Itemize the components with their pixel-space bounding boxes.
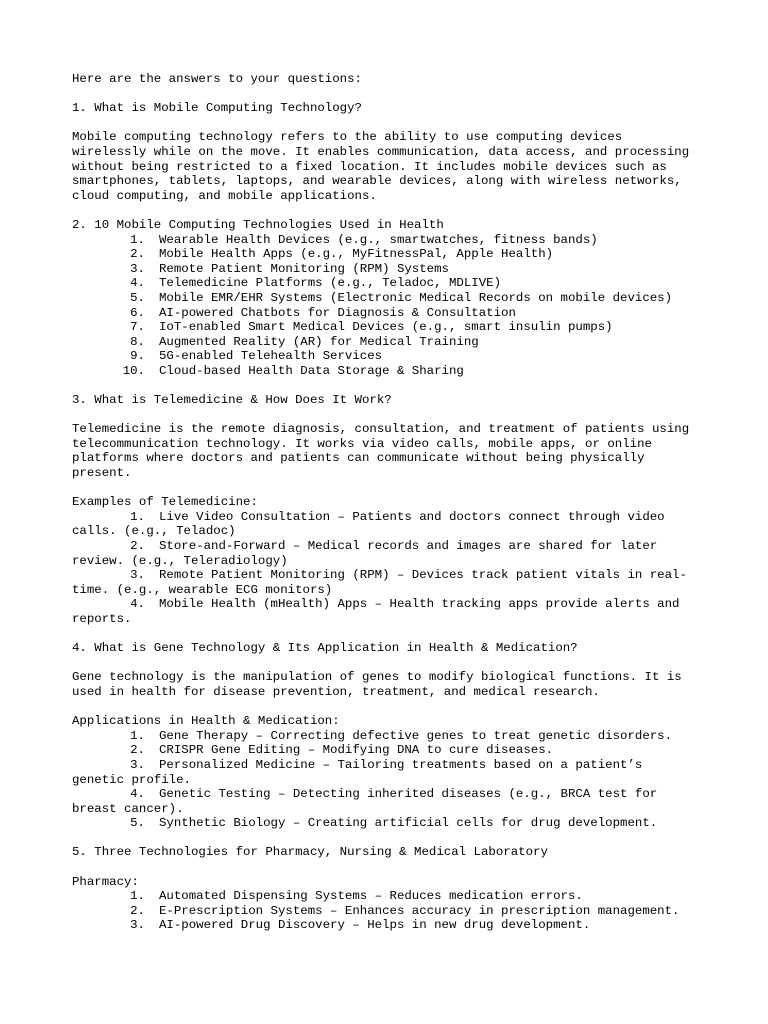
list-text: 5G-enabled Telehealth Services (159, 349, 383, 364)
list-item (72, 568, 712, 597)
list-item (72, 729, 712, 744)
list-item (72, 291, 712, 306)
q3-paragraph (72, 422, 712, 480)
list-item-line (72, 758, 712, 773)
q1-line: Mobile computing technology refers to the ability to use computing devices (72, 130, 623, 145)
list-item-line (72, 729, 712, 744)
list-text: Personalized Medicine – Tailoring treatments based on a patient’s (159, 757, 643, 772)
list-text: Remote Patient Monitoring (RPM) Systems (159, 261, 449, 276)
list-number: 7. (130, 320, 145, 335)
list-number: 5. (130, 816, 145, 831)
q4-apps-list (72, 729, 712, 831)
q1-heading: 1. What is Mobile Computing Technology? (72, 101, 362, 116)
list-item (72, 306, 712, 321)
list-number: 1. (130, 728, 145, 743)
q4-line: Gene technology is the manipulation of genes to modify biological functions. It is (72, 670, 682, 685)
list-item-line (72, 510, 712, 525)
list-item (72, 597, 712, 626)
list-text: Automated Dispensing Systems – Reduces medication errors. (159, 889, 583, 904)
q1-line: wirelessly while on the move. It enables communication, data access, and processing (72, 144, 690, 159)
list-number: 3. (130, 261, 145, 276)
list-number: 1. (130, 509, 145, 524)
list-number: 3. (130, 568, 145, 583)
list-number: 9. (130, 349, 145, 364)
list-number: 3. (130, 757, 145, 772)
list-item (72, 758, 712, 787)
list-number: 2. (130, 539, 145, 553)
q4-line: used in health for disease prevention, treatment, and medical research. (72, 684, 600, 699)
list-item-line (72, 568, 712, 583)
list-item (72, 889, 712, 904)
list-item (72, 364, 712, 379)
q3-examples-heading: Examples of Telemedicine: (72, 495, 258, 510)
list-item (72, 904, 712, 919)
list-text-continued: reports. (72, 611, 132, 626)
q1-paragraph (72, 130, 712, 203)
list-text-continued: review. (e.g., Teleradiology) (72, 553, 288, 568)
list-item (72, 743, 712, 758)
q3-line: present. (72, 466, 132, 481)
list-item (72, 349, 712, 364)
q3-examples-list (72, 510, 712, 627)
q5-heading: 5. Three Technologies for Pharmacy, Nursing & Medical Laboratory (72, 845, 548, 860)
list-text: Live Video Consultation – Patients and doctors connect through video (159, 509, 665, 524)
intro-line: Here are the answers to your questions: (72, 72, 362, 86)
q4-apps-heading: Applications in Health & Medication: (72, 714, 340, 729)
list-text: CRISPR Gene Editing – Modifying DNA to cure diseases. (159, 743, 554, 758)
list-item-line (72, 787, 712, 802)
list-item (72, 320, 712, 335)
list-item (72, 335, 712, 350)
q2-list (72, 233, 712, 379)
q2-heading: 2. 10 Mobile Computing Technologies Used in Health (72, 217, 444, 232)
list-number: 1. (130, 889, 145, 904)
list-item-line (72, 743, 712, 758)
list-text-continued: calls. (e.g., Teladoc) (72, 524, 236, 539)
list-text: IoT-enabled Smart Medical Devices (e.g., smart insulin pumps) (159, 320, 613, 335)
list-text: Augmented Reality (AR) for Medical Training (159, 334, 479, 349)
list-item-line (72, 539, 712, 554)
list-text: Cloud-based Health Data Storage & Sharing (159, 363, 464, 378)
list-text: Synthetic Biology – Creating artificial cells for drug development. (159, 816, 658, 831)
list-number: 6. (130, 305, 145, 320)
list-item (72, 539, 712, 568)
list-number: 4. (130, 787, 145, 802)
q3-heading: 3. What is Telemedicine & How Does It Work? (72, 393, 392, 408)
list-text: Genetic Testing – Detecting inherited diseases (e.g., BRCA test for (159, 787, 658, 802)
list-item (72, 233, 712, 248)
q4-paragraph (72, 670, 712, 699)
document-body (72, 72, 712, 933)
list-text-continued: genetic profile. (72, 772, 191, 787)
q1-line: smartphones, tablets, laptops, and wearable devices, along with wireless networks, (72, 174, 682, 189)
q1-line: without being restricted to a fixed location. It includes mobile devices such as (72, 159, 667, 174)
list-number: 2. (130, 903, 145, 918)
list-number: 4. (130, 276, 145, 291)
list-item-line (72, 597, 712, 612)
list-text: AI-powered Chatbots for Diagnosis & Consultation (159, 305, 516, 320)
list-item (72, 510, 712, 539)
list-number: 5. (130, 290, 145, 305)
q3-line: telecommunication technology. It works via video calls, mobile apps, or online (72, 436, 652, 451)
list-text: Mobile Health (mHealth) Apps – Health tracking apps provide alerts and (159, 597, 680, 612)
q5-pharmacy-heading: Pharmacy: (72, 874, 139, 889)
list-text: Mobile Health Apps (e.g., MyFitnessPal, Apple Health) (159, 247, 554, 262)
q1-line: cloud computing, and mobile applications. (72, 188, 377, 203)
list-text: Wearable Health Devices (e.g., smartwatches, fitness bands) (159, 232, 598, 247)
q4-heading: 4. What is Gene Technology & Its Application in Health & Medication? (72, 641, 578, 656)
list-text: Telemedicine Platforms (e.g., Teladoc, MDLIVE) (159, 276, 502, 291)
list-number: 2. (130, 743, 145, 758)
list-item (72, 276, 712, 291)
list-number: 8. (130, 334, 145, 349)
list-text: Store-and-Forward – Medical records and images are shared for later (159, 539, 658, 553)
list-text-continued: time. (e.g., wearable ECG monitors) (72, 582, 333, 597)
list-item-line (72, 816, 712, 831)
list-text-continued: breast cancer). (72, 801, 184, 816)
list-item (72, 816, 712, 831)
q3-line: platforms where doctors and patients can communicate without being physically (72, 451, 645, 466)
list-text: Remote Patient Monitoring (RPM) – Devices track patient vitals in real- (159, 568, 687, 583)
q5-pharmacy-list (72, 889, 712, 933)
q3-line: Telemedicine is the remote diagnosis, consultation, and treatment of patients using (72, 422, 690, 437)
list-item (72, 247, 712, 262)
list-text: Mobile EMR/EHR Systems (Electronic Medical Records on mobile devices) (159, 290, 673, 305)
list-number: 2. (130, 247, 145, 262)
list-item (72, 918, 712, 933)
list-item (72, 787, 712, 816)
list-text: E-Prescription Systems – Enhances accuracy in prescription management. (159, 903, 680, 918)
list-item (72, 262, 712, 277)
list-text: Gene Therapy – Correcting defective genes to treat genetic disorders. (159, 728, 673, 743)
list-number: 4. (130, 597, 145, 612)
list-text: AI-powered Drug Discovery – Helps in new drug development. (159, 918, 591, 933)
list-number: 3. (130, 918, 145, 933)
list-number: 1. (130, 232, 145, 247)
list-number: 10. (122, 363, 145, 378)
